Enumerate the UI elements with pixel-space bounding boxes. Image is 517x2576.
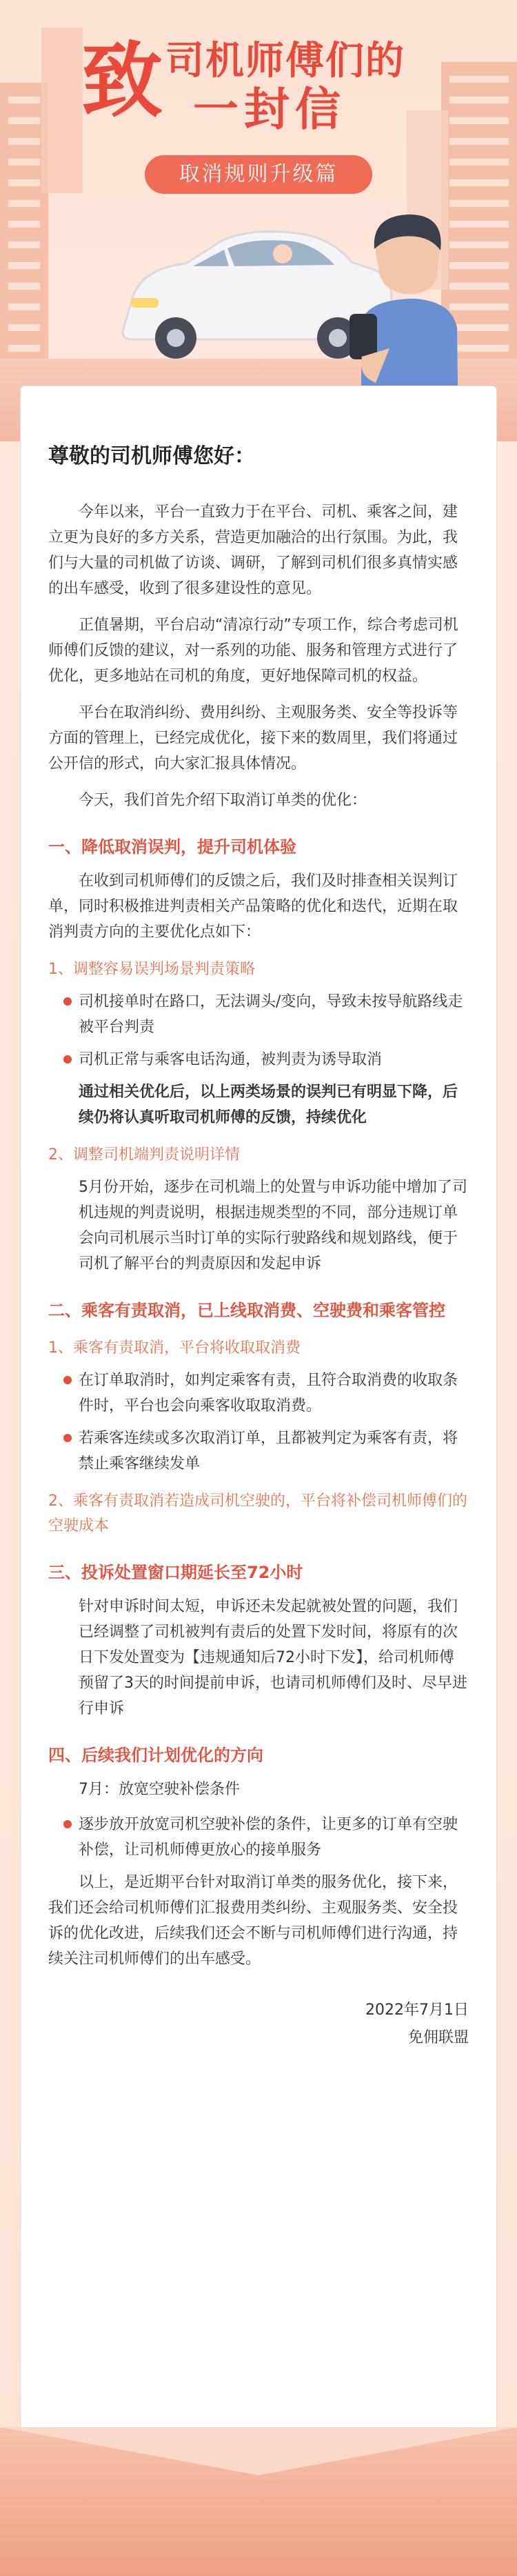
title-big-character: 致 [81, 32, 163, 128]
letter-date: 2022年7月1日 [365, 2001, 469, 2019]
letter-signature: 免佣联盟 [407, 2029, 469, 2046]
title-line-1: 司机师傅们的 [165, 38, 405, 83]
subsection-heading: 2、调整司机端判责说明详情 [48, 1146, 240, 1164]
section-paragraph: 在收到司机师傅们的反馈之后，我们及时排查相关误判订单，同时积极推进判责相关产品策略的优化和迭代，近期在取消判责方向的主要优化点如下： [48, 872, 458, 941]
section-paragraph: 针对申诉时间太短，申诉还未发起就被处置的问题，我们已经调整了司机被判有责后的处置下发时间，将原有的次日下发处置变为【违规通知后72小时下发】，给司机师傅预留了3天的时间提前申诉，也请司机师傅们及时、尽早进行申诉 [79, 1598, 467, 1717]
header-banner [0, 0, 517, 441]
subsection-label: 7月：放宽空驶补偿条件 [79, 1781, 240, 1798]
subtitle-pill: 取消规则升级篇 [145, 155, 372, 194]
intro-paragraph: 平台在取消纠纷、费用纠纷、主观服务类、安全等投诉等方面的管理上，已经完成优化，接下来的数周里，我们将通过公开信的形式，向大家汇报具体情况。 [48, 704, 458, 772]
bullet-item: 司机正常与乘客电话沟通，被判责为诱导取消 [48, 1047, 469, 1072]
section-heading: 三、投诉处置窗口期延长至72小时 [48, 1563, 303, 1582]
bullet-item: 若乘客连续或多次取消订单，且都被判定为乘客有责，将禁止乘客继续发单 [48, 1426, 469, 1477]
subsection-heading: 1、调整容易误判场景判责策略 [48, 961, 255, 978]
intro-paragraph: 正值暑期，平台启动“清凉行动”专项工作，综合考虑司机师傅们反馈的建议，对一系列的功能、服务和管理方式进行了优化，更多地站在司机的角度，更好地保障司机的权益。 [48, 617, 458, 685]
envelope-fold-decoration [0, 2427, 517, 2482]
intro-paragraph: 今天，我们首先介绍下取消订单类的优化： [79, 792, 367, 809]
subsection-heading: 1、乘客有责取消，平台将收取取消费 [48, 1339, 301, 1357]
subsection-heading: 2、乘客有责取消若造成司机空驶的，平台将补偿司机师傅们的空驶成本 [48, 1492, 467, 1535]
section-heading: 二、乘客有责取消，已上线取消费、空驶费和乘客管控 [48, 1301, 445, 1320]
building-decoration [41, 28, 83, 193]
section-heading: 四、后续我们计划优化的方向 [48, 1746, 263, 1765]
bullet-item: 逐步放开放宽司机空驶补偿的条件，让更多的订单有空驶补偿，让司机师傅更放心的接单服务 [48, 1812, 469, 1863]
bold-note: 通过相关优化后，以上两类场景的误判已有明显下降，后续仍将认真听取司机师傅的反馈，持续优化 [79, 1084, 458, 1126]
closing-paragraph: 以上，是近期平台针对取消订单类的服务优化，接下来，我们还会给司机师傅们汇报费用类纠纷、主观服务类、安全投诉的优化改进，后续我们还会不断与司机师傅们进行沟通，持续关注司机师傅们的出车感受。 [48, 1874, 458, 1968]
intro-paragraph: 今年以来，平台一直致力于在平台、司机、乘客之间，建立更为良好的多方关系，营造更加融洽的出行氛围。为此，我们与大量的司机做了访谈、调研，了解到司机们很多真情实感的出车感受，收到了很多建设性的意见。 [48, 503, 458, 597]
title-line-2: 一封信 [193, 82, 346, 136]
footer-decoration [0, 2428, 517, 2576]
section-heading: 一、降低取消误判，提升司机体验 [48, 837, 296, 857]
greeting: 尊敬的司机师傅您好： [48, 444, 255, 468]
section-paragraph: 5月份开始，逐步在司机端上的处置与申诉功能中增加了司机违规的判责说明，根据违规类型的不同，部分违规订单会向司机展示当时订单的实际行驶路线和规划路线，便于司机了解平台的判责原因和发起申诉 [79, 1179, 467, 1272]
letter-content [48, 441, 469, 2052]
bullet-item: 在订单取消时，如判定乘客有责，且符合取消费的收取条件时，平台也会向乘客收取取消费。 [48, 1368, 469, 1419]
bullet-item: 司机接单时在路口，无法调头/变向，导致未按导航路线走被平台判责 [48, 989, 469, 1040]
signature-block [48, 1997, 469, 2052]
